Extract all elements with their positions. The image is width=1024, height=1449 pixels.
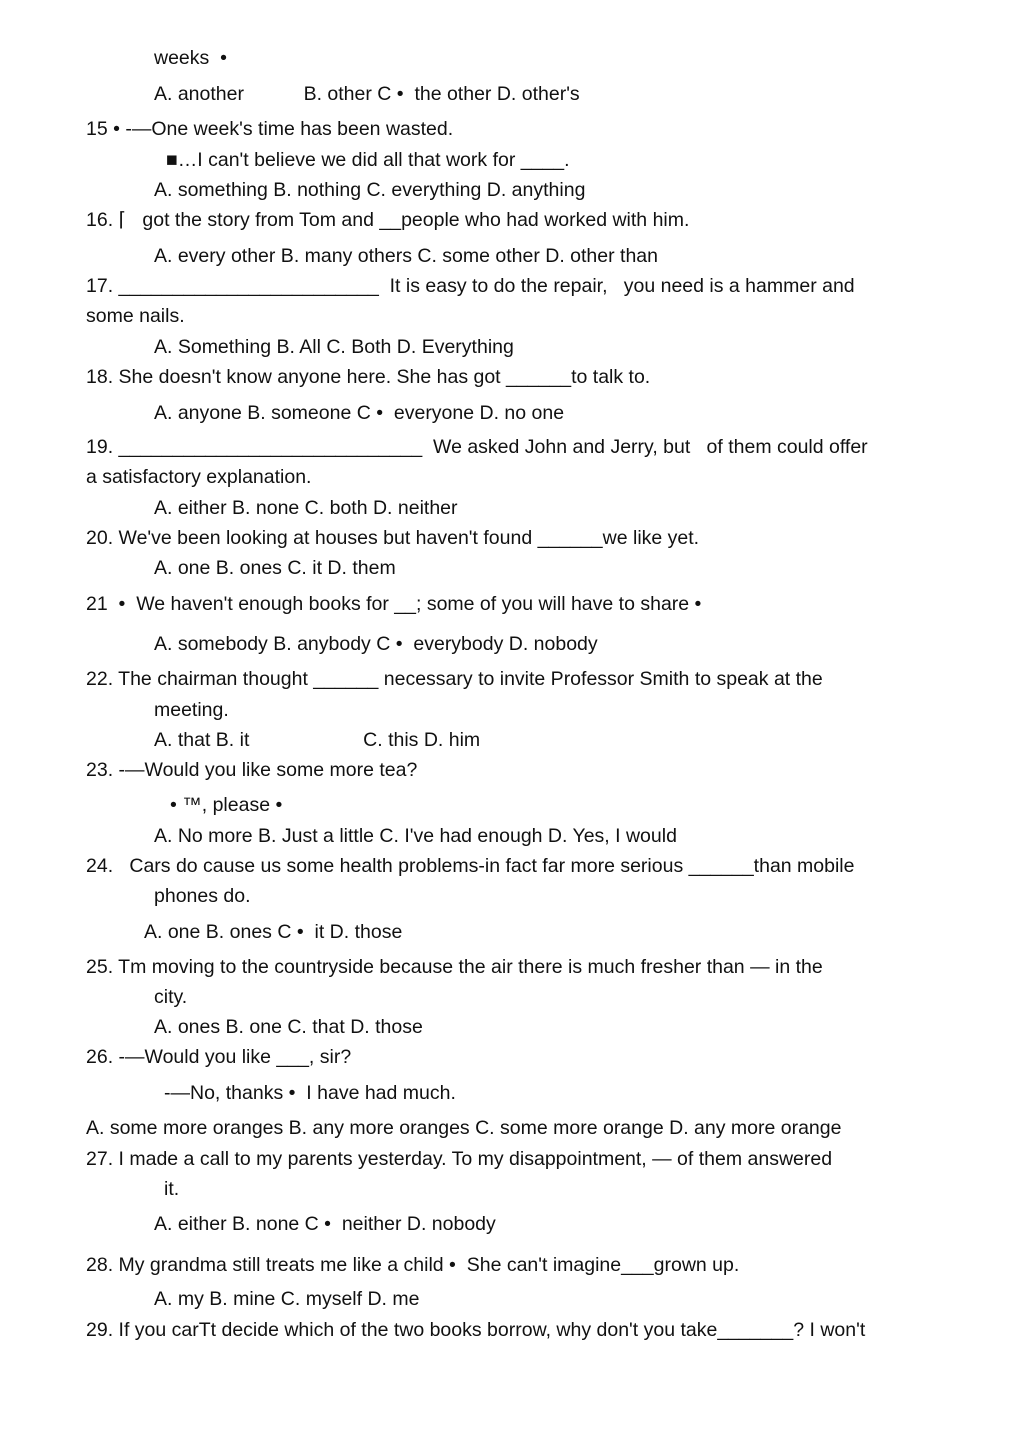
- text-line: weeks •: [154, 47, 227, 69]
- text-line: A. Something B. All C. Both D. Everything: [154, 336, 514, 358]
- text-line: A. something B. nothing C. everything D. anything: [154, 179, 586, 201]
- text-line: 17. ________________________ It is easy to do the repair, you need is a hammer and: [86, 275, 855, 297]
- text-line: • ™, please •: [170, 794, 283, 816]
- text-line: A. that B. it C. this D. him: [154, 729, 481, 751]
- text-line: 20. We've been looking at houses but haven't found ______we like yet.: [86, 527, 700, 549]
- text-line: A. either B. none C. both D. neither: [154, 497, 458, 519]
- text-line: A. No more B. Just a little C. I've had enough D. Yes, I would: [154, 825, 677, 847]
- text-line: A. one B. ones C. it D. them: [154, 557, 396, 579]
- text-line: A. somebody B. anybody C • everybody D. nobody: [154, 633, 598, 655]
- text-line: 26. -—Would you like ___, sir?: [86, 1046, 352, 1068]
- text-line: meeting.: [154, 699, 229, 721]
- text-line: 16. ⌈ got the story from Tom and __people who had worked with him.: [86, 209, 690, 231]
- text-line: A. another B. other C • the other D. other's: [154, 83, 580, 105]
- text-line: 27. I made a call to my parents yesterday. To my disappointment, — of them answered: [86, 1148, 833, 1170]
- text-line: 15 • -—One week's time has been wasted.: [86, 118, 454, 140]
- text-line: 23. -—Would you like some more tea?: [86, 759, 418, 781]
- text-line: A. every other B. many others C. some other D. other than: [154, 245, 658, 267]
- text-line: it.: [164, 1178, 180, 1200]
- text-line: 24. Cars do cause us some health problems-in fact far more serious ______than mobile: [86, 855, 855, 877]
- text-line: A. my B. mine C. myself D. me: [154, 1288, 420, 1310]
- text-line: A. ones B. one C. that D. those: [154, 1016, 423, 1038]
- text-line: A. one B. ones C • it D. those: [144, 921, 403, 943]
- text-line: A. either B. none C • neither D. nobody: [154, 1213, 496, 1235]
- text-line: 21 • We haven't enough books for __; some of you will have to share •: [86, 593, 702, 615]
- text-line: 18. She doesn't know anyone here. She has got ______to talk to.: [86, 366, 651, 388]
- text-line: some nails.: [86, 305, 185, 327]
- text-line: A. some more oranges B. any more oranges C. some more orange D. any more orange: [86, 1117, 842, 1139]
- text-line: 28. My grandma still treats me like a child • She can't imagine___grown up.: [86, 1254, 740, 1276]
- text-line: 25. Tm moving to the countryside because the air there is much fresher than — in the: [86, 956, 823, 978]
- text-line: A. anyone B. someone C • everyone D. no one: [154, 402, 565, 424]
- text-line: city.: [154, 986, 188, 1008]
- text-line: phones do.: [154, 885, 251, 907]
- text-line: 29. If you carTt decide which of the two books borrow, why don't you take_______? I won't: [86, 1319, 866, 1341]
- text-line: a satisfactory explanation.: [86, 466, 312, 488]
- text-line: ■…I can't believe we did all that work for ____.: [166, 149, 570, 171]
- text-line: -—No, thanks • I have had much.: [164, 1082, 456, 1104]
- text-line: 19. ____________________________ We asked John and Jerry, but of them could offer: [86, 436, 868, 458]
- text-line: 22. The chairman thought ______ necessary to invite Professor Smith to speak at the: [86, 668, 823, 690]
